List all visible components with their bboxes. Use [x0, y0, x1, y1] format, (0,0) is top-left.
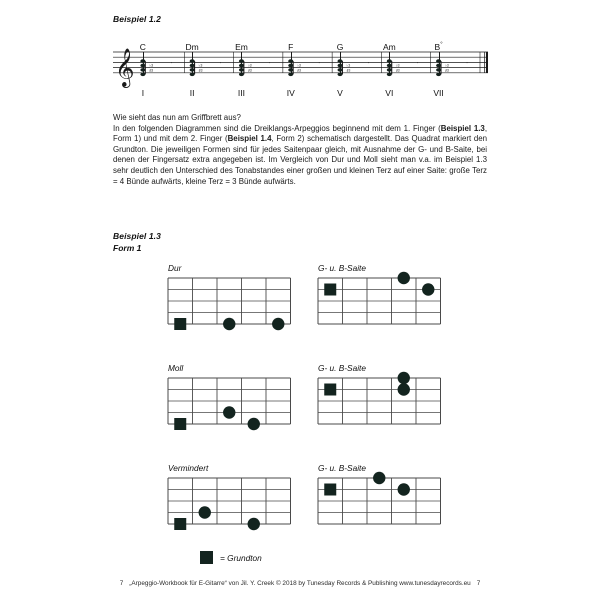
body-run: , Form 2) schematisch dargestellt. Das Quadrat markiert den Grundton. Die jeweiligen Formen sind für jedes Saitenpaar gleich, mit Ausnahme der G- und B-Saite, bei denen der Fingersatz extra angegeben ist. Im Vergleich von Dur und Moll sieht man v.a. im Beispiel 1.3 sehr deutlich den Unterschied des Tonabstandes einer großen und kleinen Terz auf einer Saite: große Terz = 4 Bünde aufwärts, kleine Terz = 3 Bünde aufwärts. — [113, 134, 487, 186]
roman-numeral-3: III — [237, 88, 245, 98]
rest-glyph: · — [465, 60, 468, 67]
roman-numeral-1: I — [141, 88, 145, 98]
notehead — [288, 59, 293, 63]
notehead — [140, 68, 145, 72]
body-run: , Form 1) und mit dem 2. Finger ( — [113, 123, 488, 144]
notehead — [338, 68, 343, 72]
notehead — [239, 73, 244, 77]
fingering-numeral: ♭3 — [198, 63, 203, 68]
fingering-numeral: ♭3 — [149, 63, 154, 68]
notehead — [190, 59, 195, 63]
treble-clef-icon: 𝄞 — [115, 47, 135, 87]
fingering-numeral: ♭3 — [247, 63, 252, 68]
fingering-numeral: ♯3 — [445, 68, 449, 73]
fretboard-3-left — [158, 468, 301, 534]
legend-label: = Grundton — [220, 552, 262, 563]
fretboard-1-right — [308, 268, 451, 334]
notehead — [436, 64, 441, 68]
diagram-title-2-right: G- u. B-Saite — [318, 363, 366, 373]
fretboard-3-right — [308, 468, 451, 534]
chord-symbol-quality: ° — [440, 42, 443, 49]
chord-tone-marker — [272, 318, 284, 330]
root-note-marker — [174, 418, 186, 430]
chord-tone-marker — [398, 272, 410, 284]
diagram-title-1-right: G- u. B-Saite — [318, 263, 366, 273]
rest-glyph: · — [415, 60, 419, 67]
body-emphasis: Beispiel 1.4 — [227, 134, 272, 144]
chord-tone-marker — [398, 383, 410, 395]
body-run: In den folgenden Diagrammen sind die Dreiklangs-Arpeggios beginnend mit dem 1. Finger ( — [113, 123, 441, 133]
notehead — [436, 59, 441, 63]
footer-credit: „Arpeggio-Workbook für E-Gitarre“ von Jil. Y. Creek © 2018 by Tunesday Records & Publishing www.tunesdayrecords.eu — [129, 580, 471, 587]
root-note-marker — [174, 318, 186, 330]
notehead — [190, 73, 195, 77]
diagram-title-2-left: Moll — [168, 363, 184, 373]
fingering-numeral: ♯3 — [149, 68, 154, 73]
diagram-title-3-right: G- u. B-Saite — [318, 463, 366, 473]
roman-numeral-6: VI — [385, 88, 394, 98]
diagram-title-3-left: Vermindert — [168, 463, 209, 473]
notehead — [387, 68, 392, 72]
fingering-numeral: ♭3 — [445, 63, 449, 68]
music-staff — [113, 38, 488, 102]
footer-page-right: 7 — [476, 580, 481, 587]
roman-numeral-7: VII — [433, 88, 444, 98]
example-1-2-heading: Beispiel 1.2 — [113, 14, 161, 24]
fingering-numeral: ♯3 — [346, 68, 351, 73]
chord-tone-marker — [373, 472, 385, 484]
legend — [200, 551, 262, 564]
example-1-3-form-label: Form 1 — [113, 243, 142, 253]
notehead — [140, 59, 145, 63]
notehead — [387, 64, 392, 68]
diagram-title-1-left: Dur — [168, 263, 182, 273]
fretboard-2-right — [308, 368, 451, 434]
roman-numeral-5: V — [337, 88, 343, 98]
notehead — [338, 64, 343, 68]
rest-glyph: · — [218, 60, 222, 67]
chord-tone-marker — [248, 418, 260, 430]
chord-symbol-root: Em — [235, 42, 248, 52]
notehead — [387, 73, 392, 77]
notehead — [140, 64, 145, 68]
root-note-marker — [174, 518, 186, 530]
rest-glyph: · — [366, 60, 370, 67]
fingering-numeral: ♭3 — [346, 63, 351, 68]
rest-glyph: · — [268, 60, 271, 67]
fingering-numeral: ♭3 — [297, 63, 301, 68]
chord-symbol-root: B — [434, 42, 441, 52]
fretboard-2-left — [158, 368, 301, 434]
fingering-numeral: ♯3 — [297, 68, 302, 73]
fingering-numeral: ♯3 — [395, 68, 400, 73]
footer-page-left: 7 — [119, 580, 124, 587]
notehead — [190, 64, 195, 68]
chord-symbol-root: F — [288, 42, 294, 52]
root-note-marker — [324, 384, 336, 396]
notehead — [436, 68, 441, 72]
chord-tone-marker — [223, 406, 235, 418]
rest-glyph: · — [169, 60, 173, 67]
roman-numeral-4: IV — [286, 88, 295, 98]
notehead — [239, 64, 244, 68]
notehead — [140, 73, 145, 77]
chord-tone-marker — [199, 506, 211, 518]
chord-tone-marker — [248, 518, 260, 530]
chord-tone-marker — [422, 283, 434, 295]
notehead — [436, 73, 441, 77]
body-question: Wie sieht das nun am Griffbrett aus? — [113, 113, 241, 122]
body-text-block — [113, 113, 487, 187]
root-note-marker — [324, 484, 336, 496]
chord-symbol-root: C — [139, 42, 146, 52]
page-footer — [0, 580, 600, 587]
notehead — [338, 59, 343, 63]
notehead — [239, 68, 244, 72]
notehead — [190, 68, 195, 72]
fretboard-1-left — [158, 268, 301, 334]
rest-glyph: · — [317, 60, 320, 67]
notehead — [338, 73, 343, 77]
chord-symbol-root: Am — [382, 42, 396, 52]
roman-numeral-2: II — [189, 88, 195, 98]
notehead — [288, 73, 293, 77]
fingering-numeral: ♯3 — [198, 68, 203, 73]
root-note-marker — [324, 284, 336, 296]
fingering-numeral: ♯3 — [247, 68, 252, 73]
chord-symbol-root: G — [336, 42, 344, 52]
chord-symbol-root: Dm — [185, 42, 199, 52]
chord-tone-marker — [398, 372, 410, 384]
body-paragraph — [113, 124, 487, 188]
example-1-3-heading: Beispiel 1.3 — [113, 231, 161, 241]
chord-tone-marker — [223, 318, 235, 330]
notehead — [288, 64, 293, 68]
body-emphasis: Beispiel 1.3 — [440, 123, 485, 133]
chord-tone-marker — [398, 483, 410, 495]
fingering-numeral: ♭3 — [395, 63, 400, 68]
notehead — [387, 59, 392, 63]
notehead — [239, 59, 244, 63]
notehead — [288, 68, 293, 72]
root-note-square-icon — [200, 551, 213, 564]
